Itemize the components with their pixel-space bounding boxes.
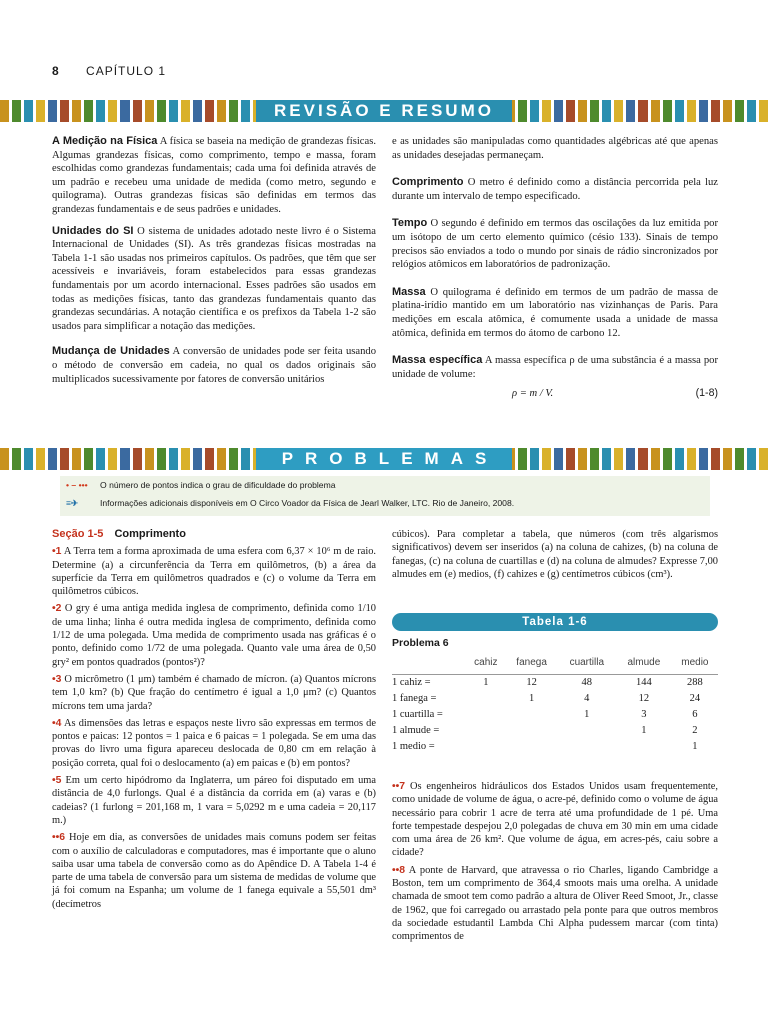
- banner-stripe: [530, 448, 539, 470]
- banner-stripe: [518, 448, 527, 470]
- banner-stripe: [759, 100, 768, 122]
- mass-paragraph: [392, 286, 718, 340]
- table-column-header: medio: [672, 652, 718, 674]
- table-cell: [506, 706, 558, 722]
- table-cell: [466, 738, 506, 754]
- banner-stripe: [169, 448, 178, 470]
- banner-stripe: [663, 448, 672, 470]
- table-cell: 24: [689, 692, 701, 704]
- banner-stripe: [241, 448, 250, 470]
- banner-stripe: [108, 448, 117, 470]
- time-paragraph: [392, 217, 718, 271]
- banner-stripe: [217, 448, 226, 470]
- table-column-header: cahiz: [466, 652, 506, 674]
- table-header-row: [392, 652, 718, 674]
- problem-8: [392, 864, 718, 944]
- banner-stripe: [120, 100, 129, 122]
- table-cell: [466, 706, 506, 722]
- problem-number: •3: [52, 673, 62, 685]
- banner-stripe: [48, 100, 57, 122]
- banner-stripe: [530, 100, 539, 122]
- banner-stripe: [542, 100, 551, 122]
- problem-text: Em um certo hipódromo da Inglaterra, um páreo foi disputado em uma distância de 4,0 furlongs. Qual é a distância da corrida em (a) varas e (b) cadeias? (1 furlong = 201,168 m, 1 vara = 5,0292 m e uma cadeia = 20,117 m.): [52, 775, 376, 826]
- banner-stripe: [651, 100, 660, 122]
- banner-stripe: [229, 448, 238, 470]
- problem-1: [52, 545, 376, 598]
- banner-stripe: [36, 100, 45, 122]
- banner-stripe: [578, 448, 587, 470]
- table-cell: [506, 738, 558, 754]
- banner-stripe: [747, 100, 756, 122]
- banner-stripe: [687, 448, 696, 470]
- banner-stripe: [578, 100, 587, 122]
- banner-stripe: [12, 448, 21, 470]
- banner-stripe: [60, 448, 69, 470]
- banner-stripe: [602, 100, 611, 122]
- problems-left-column: [52, 528, 376, 911]
- banner-stripe: [711, 100, 720, 122]
- problem-number: ••8: [392, 864, 406, 876]
- banner-stripe: [120, 448, 129, 470]
- banner-stripe: [241, 100, 250, 122]
- table-cell: 6: [692, 708, 698, 720]
- table-cell: 1: [584, 708, 590, 720]
- banner-stripe: [84, 448, 93, 470]
- flying-circus-icon: ≡✈: [66, 497, 79, 508]
- problem-text: A ponte de Harvard, que atravessa o rio Charles, ligando Cambridge a Boston, tem um comprimento de 364,4 smoots mais uma orelha. A unidade chamada de smoot tem como padrão a altura de Oliver Reed Smoot, Jr., classe de 1962, que foi carregado ou arrastado pela ponte para que outros membros da sociedade estudantil Lambda Chi Alpha pudessem marcar (com tinta) comprimentos de: [392, 864, 718, 943]
- table-row: [392, 674, 718, 690]
- banner-stripe: [687, 100, 696, 122]
- banner-stripe: [699, 100, 708, 122]
- length-heading: Comprimento: [392, 176, 464, 189]
- table-cell: [616, 738, 672, 754]
- banner-stripe: [518, 100, 527, 122]
- banner-stripe: [723, 448, 732, 470]
- measurement-paragraph: [52, 135, 376, 217]
- table-row-label: 1 almude =: [392, 724, 440, 736]
- banner-stripe: [108, 100, 117, 122]
- banner-stripe: [133, 448, 142, 470]
- banner-stripe: [566, 100, 575, 122]
- extra-info-legend: [60, 494, 710, 512]
- problem-number: •4: [52, 717, 62, 729]
- banner-stripe: [711, 448, 720, 470]
- table-row-label: 1 cahiz =: [392, 676, 431, 688]
- problems-banner: [0, 448, 768, 470]
- unit-change-continued: e as unidades são manipuladas como quantidades algébricas até que apenas as unidades desejadas permaneçam.: [392, 136, 718, 161]
- problem-number: ••7: [392, 781, 406, 792]
- table-cell: 12: [638, 692, 650, 704]
- banner-stripe: [36, 448, 45, 470]
- problems-legend-box: [60, 476, 710, 516]
- table-cell: 288: [686, 676, 703, 688]
- banner-stripe: [759, 448, 768, 470]
- table-cell: 1: [641, 724, 647, 736]
- banner-stripe: [735, 448, 744, 470]
- section-heading: [52, 528, 376, 541]
- table-cell: 1: [528, 692, 535, 704]
- length-text: O metro é definido como a distância percorrida pela luz durante um intervalo de tempo especificado.: [392, 177, 718, 202]
- si-text: O sistema de unidades adotado neste livro é o Sistema Internacional de Unidades (SI). As três grandezas físicas mostradas na Tabela 1-1 são usadas nos primeiros capítulos. Os padrões, que têm que ser acessíveis e invariáveis, foram estabelecidos para essas grandezas fundamentais por um acordo internacional. Esses padrões são usados em todas as medições físicas, tanto das grandezas fundamentais quanto das grandezas secundárias. A notação científica e os prefixos da Tabela 1-2 são usados para simplificar a notação das medições.: [52, 225, 376, 332]
- banner-stripe: [24, 448, 33, 470]
- table-cell: [506, 722, 558, 738]
- chapter-title: CAPÍTULO 1: [86, 64, 167, 78]
- problem-4: [52, 717, 376, 770]
- table-cell: 3: [641, 708, 647, 720]
- banner-stripe: [626, 448, 635, 470]
- unit-change-heading: Mudança de Unidades: [52, 345, 170, 358]
- problem-number: •2: [52, 603, 62, 615]
- problem-6: [52, 831, 376, 911]
- table-cell: 12: [526, 676, 537, 688]
- time-heading: Tempo: [392, 217, 428, 230]
- review-banner: [0, 100, 768, 122]
- unit-change-paragraph: [52, 345, 376, 386]
- table-row-label: 1 fanega =: [392, 692, 437, 704]
- density-equation-row: [392, 387, 718, 401]
- banner-stripe: [663, 100, 672, 122]
- banner-stripe: [554, 448, 563, 470]
- banner-stripe: [157, 448, 166, 470]
- problem-3: [52, 673, 376, 713]
- banner-stripe: [675, 100, 684, 122]
- extra-info-legend-text: Informações adicionais disponíveis em O Circo Voador da Física de Jearl Walker, LTC. Rio de Janeiro, 2008.: [100, 498, 515, 508]
- banner-stripe: [96, 100, 105, 122]
- difficulty-legend-text: O número de pontos indica o grau de dificuldade do problema: [100, 480, 336, 490]
- banner-stripe: [96, 448, 105, 470]
- problem-text: Os engenheiros hidráulicos dos Estados Unidos usam frequentemente, como unidade de volume de água, o acre-pé, definido como o volume de água necessário para cobrir 1 acre de terra até uma profundidade de 1 pé. Uma forte tempestade despejou 2,0 polegadas de chuva em 30 min em uma cidade com uma área de 26 km². Que volume de água, em acres-pés, caiu sobre a cidade?: [392, 781, 718, 859]
- banner-stripe: [0, 100, 9, 122]
- unit-change-text: A conversão de unidades pode ser feita usando o método de conversão em cadeia, no qual os dados originais são multiplicados sucessivamente por fatores de conversão unitários: [52, 346, 376, 385]
- banner-stripe: [229, 100, 238, 122]
- banner-stripe: [590, 100, 599, 122]
- mass-heading: Massa: [392, 285, 426, 298]
- difficulty-dots-icon: • – •••: [66, 480, 88, 490]
- table-cell: 1: [483, 676, 489, 688]
- density-paragraph: [392, 354, 718, 381]
- banner-stripe: [626, 100, 635, 122]
- banner-stripe: [60, 100, 69, 122]
- banner-stripe: [735, 100, 744, 122]
- banner-stripe: [193, 448, 202, 470]
- difficulty-legend: [60, 476, 710, 494]
- table-row-label: 1 cuartilla =: [392, 708, 443, 720]
- problems-banner-title: PROBLEMAS: [256, 448, 513, 470]
- table-cell: [558, 722, 616, 738]
- banner-stripe: [193, 100, 202, 122]
- problem-5: [52, 774, 376, 827]
- banner-stripe: [72, 100, 81, 122]
- banner-stripe: [638, 100, 647, 122]
- table-cell: 48: [581, 676, 593, 688]
- banner-stripe: [602, 448, 611, 470]
- banner-stripe: [205, 448, 214, 470]
- banner-stripe: [133, 100, 142, 122]
- banner-stripe: [72, 448, 81, 470]
- problem-text: A Terra tem a forma aproximada de uma esfera com 6,37 × 10⁶ m de raio. Determine (a) a circunferência da Terra em quilômetros, (b) a área da superfície da Terra em quilômetros quadrados e (c) o volume da Terra em quilômetros cúbicos.: [52, 546, 376, 598]
- banner-stripe: [723, 100, 732, 122]
- banner-stripe: [554, 100, 563, 122]
- banner-stripe: [181, 448, 190, 470]
- review-banner-title: REVISÃO E RESUMO: [256, 100, 512, 122]
- review-left-column: [52, 135, 376, 394]
- length-paragraph: [392, 176, 718, 203]
- page-header: [52, 64, 166, 78]
- banner-stripe: [217, 100, 226, 122]
- banner-stripe: [48, 448, 57, 470]
- si-paragraph: [52, 225, 376, 334]
- table-problem-label: Problema 6: [392, 637, 449, 649]
- problems-right-column: [392, 528, 718, 589]
- banner-stripe: [747, 448, 756, 470]
- problem-number: ••6: [52, 832, 66, 844]
- table-cell: 144: [636, 676, 652, 688]
- table-row: [392, 722, 718, 738]
- banner-stripe: [675, 448, 684, 470]
- banner-stripe: [651, 448, 660, 470]
- banner-stripe: [145, 448, 154, 470]
- banner-stripe: [590, 448, 599, 470]
- banner-stripe: [614, 448, 623, 470]
- section-label: Seção 1-5: [52, 528, 104, 540]
- page-number: 8: [52, 64, 60, 78]
- table-column-header: fanega: [506, 652, 558, 674]
- table-row: [392, 690, 718, 706]
- banner-stripe: [205, 100, 214, 122]
- conversion-table: [392, 652, 718, 754]
- measurement-text: A física se baseia na medição de grandezas físicas. Algumas grandezas físicas, como comprimento, tempo e massa, foram escolhidas como grandezas fundamentais; cada uma foi definida através de um padrão e recebeu uma unidade de medida (como metro, segundo e quilograma). Outras grandezas físicas são definidas em termos das grandezas fundamentais e de seus padrões e unidades.: [52, 136, 376, 215]
- banner-stripe: [145, 100, 154, 122]
- table-body: [392, 674, 718, 754]
- si-heading: Unidades do SI: [52, 224, 134, 237]
- problem-text: O gry é uma antiga medida inglesa de comprimento, definida como 1/10 de uma linha; linha é outra medida inglesa de comprimento, definida como 1/12 de uma polegada. Uma medida de comprimento usada nas gráficas é o ponto, definido como 1/72 de uma polegada. Quanto vale uma área de 0,50 gry² em pontos quadrados (pontos²)?: [52, 603, 376, 668]
- banner-stripe: [12, 100, 21, 122]
- review-right-column: [392, 135, 718, 401]
- banner-stripe: [699, 448, 708, 470]
- problem-text: O micrômetro (1 μm) também é chamado de mícron. (a) Quantos mícrons tem 1,0 km? (b) Que fração do centímetro é igual a 1,0 μm? (c) Quantos mícrons tem uma jarda?: [52, 673, 376, 712]
- problem-2: [52, 602, 376, 668]
- banner-stripe: [157, 100, 166, 122]
- table-column-header: cuartilla: [558, 652, 616, 674]
- table-row: [392, 706, 718, 722]
- mass-text: O quilograma é definido em termos de um padrão de massa de platina-irídio mantido em um laboratório nas vizinhanças de Paris. Para medições em escala atômica, é comumente usada a unidade de massa atômica, definida em termos do átomo de carbono 12.: [392, 286, 718, 339]
- problem-text: As dimensões das letras e espaços neste livro são expressas em termos de pontos e paicas: 12 pontos = 1 paica e 6 paicas = 1 polegada. Se em uma das provas do livro uma figura apareceu deslocada de 0,80 cm em relação à posição correta, qual foi o deslocamento (a) em paicas e (b) em pontos?: [52, 717, 376, 769]
- banner-stripe: [566, 448, 575, 470]
- table-column-header: [392, 652, 466, 674]
- density-heading: Massa específica: [392, 354, 483, 367]
- banner-stripe: [542, 448, 551, 470]
- density-text: A massa específica ρ de uma substância é a massa por unidade de volume:: [392, 355, 718, 380]
- table-cell: [466, 722, 506, 738]
- density-equation: ρ = m / V.: [512, 388, 554, 400]
- problem-text: Hoje em dia, as conversões de unidades mais comuns podem ser feitas com o auxílio de calculadoras e computadores, mas é importante que o aluno saiba usar uma tabela de conversão como as do Apêndice D. A Tabela 1-4 é parte de uma tabela de conversão para um sistema de medidas de volume que já foi comum na Espanha; um volume de 1 fanega equivale a 55,501 dm³ (decímetros: [52, 832, 376, 910]
- problem-6-continued: cúbicos). Para completar a tabela, que números (com três algarismos significativos) devem ser inseridos (a) na coluna de cahizes, (b) na coluna de fanegas, (c) na coluna de cuartillas e (d) na coluna de almudes? Expresse 7,00 almudes em (e) medios, (f) cahizes e (g) centímetros cúbicos (cm³).: [392, 529, 718, 580]
- table-row: [392, 738, 718, 754]
- table-row-label: 1 medio =: [392, 740, 435, 752]
- banner-stripe: [84, 100, 93, 122]
- problem-number: •1: [52, 546, 62, 558]
- measurement-heading: A Medição na Física: [52, 135, 158, 147]
- banner-stripe: [0, 448, 9, 470]
- table-cell: 1: [692, 740, 698, 752]
- problem-7: [392, 780, 718, 860]
- problems-right-lower: [392, 780, 718, 944]
- table-title-bar: Tabela 1-6: [392, 613, 718, 631]
- banner-stripe: [24, 100, 33, 122]
- section-title: Comprimento: [114, 528, 186, 540]
- equation-number: (1-8): [695, 387, 718, 400]
- table-column-header: almude: [616, 652, 672, 674]
- time-text: O segundo é definido em termos das oscilações da luz emitida por um isótopo de um certo elemento químico (césio 133). Sinais de tempo precisos são enviados a todo o mundo por sinais de rádio sincronizados por relógios atômicos em laboratórios de padronização.: [392, 218, 718, 271]
- table-cell: 2: [692, 724, 698, 736]
- table-cell: 4: [584, 692, 590, 704]
- banner-stripe: [614, 100, 623, 122]
- banner-stripe: [181, 100, 190, 122]
- problem-number: •5: [52, 775, 62, 787]
- banner-stripe: [638, 448, 647, 470]
- banner-stripe: [169, 100, 178, 122]
- table-cell: [466, 690, 506, 706]
- table-cell: [558, 738, 616, 754]
